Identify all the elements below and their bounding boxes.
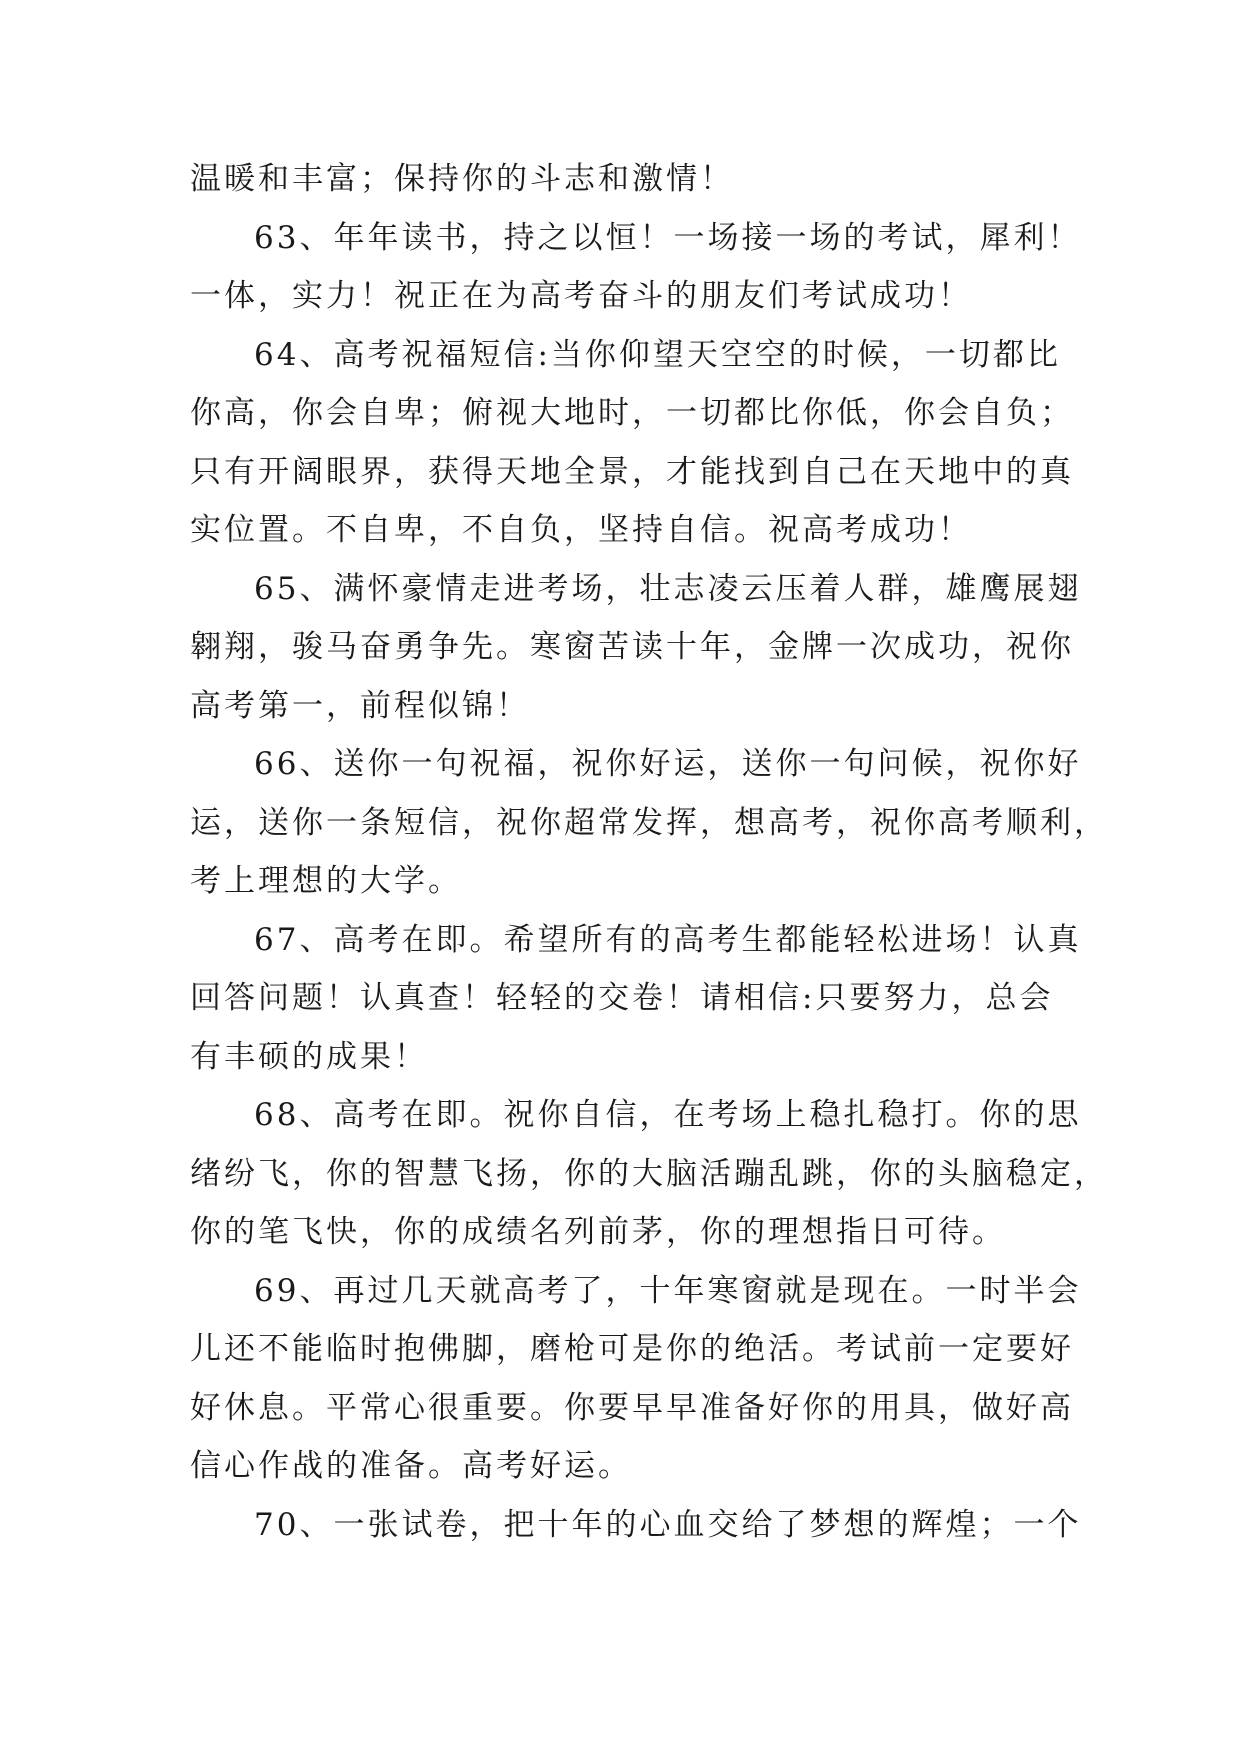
text-line: 63、年年读书，持之以恒！一场接一场的考试，犀利！ (254, 219, 1082, 256)
text-line: 温暖和丰富；保持你的斗志和激情！ (190, 161, 734, 197)
text-line: 回答问题！认真查！轻轻的交卷！请相信:只要努力，总会 (190, 980, 1054, 1016)
text-line: 一体，实力！祝正在为高考奋斗的朋友们考试成功！ (190, 278, 972, 314)
paragraph-66 (190, 735, 1108, 911)
paragraph-63 (190, 209, 1082, 326)
text-line: 70、一张试卷，把十年的心血交给了梦想的辉煌；一个 (254, 1506, 1082, 1543)
text-line: 高考第一，前程似锦！ (190, 687, 530, 724)
text-line: 64、高考祝福短信:当你仰望天空空的时候，一切都比 (254, 336, 1061, 373)
text-line: 绪纷飞，你的智慧飞扬，你的大脑活蹦乱跳，你的头脑稳定， (190, 1155, 1108, 1192)
text-line: 有丰硕的成果！ (190, 1038, 428, 1075)
text-line: 66、送你一句祝福，祝你好运，送你一句问候，祝你好 (254, 746, 1082, 782)
text-line: 你高，你会自卑；俯视大地时，一切都比你低，你会自负； (190, 395, 1074, 431)
paragraph-67 (190, 911, 1082, 1087)
text-line: 考上理想的大学。 (190, 863, 462, 899)
text-line: 67、高考在即。希望所有的高考生都能轻松进场！认真 (254, 921, 1082, 958)
text-line: 儿还不能临时抱佛脚，磨枪可是你的绝活。考试前一定要好 (190, 1331, 1074, 1367)
text-line: 65、满怀豪情走进考场，壮志凌云压着人群，雄鹰展翅 (254, 570, 1082, 607)
paragraph-continued (190, 150, 1060, 209)
text-line: 翱翔，骏马奋勇争先。寒窗苦读十年，金牌一次成功，祝你 (190, 629, 1074, 665)
text-line: 68、高考在即。祝你自信，在考场上稳扎稳打。你的思 (254, 1097, 1082, 1133)
text-line: 好休息。平常心很重要。你要早早准备好你的用具，做好高 (190, 1389, 1074, 1426)
text-line: 只有开阔眼界，获得天地全景，才能找到自己在天地中的真 (190, 453, 1074, 490)
paragraph-65 (190, 560, 1082, 736)
paragraph-68 (190, 1086, 1108, 1262)
paragraph-69 (190, 1262, 1082, 1496)
paragraph-64 (190, 326, 1074, 560)
paragraph-70 (190, 1496, 1082, 1555)
text-line: 69、再过几天就高考了，十年寒窗就是现在。一时半会 (254, 1272, 1082, 1309)
document-body (190, 150, 1108, 1554)
text-line: 实位置。不自卑，不自负，坚持自信。祝高考成功！ (190, 512, 972, 548)
text-line: 你的笔飞快，你的成绩名列前茅，你的理想指日可待。 (190, 1214, 1006, 1250)
text-line: 运，送你一条短信，祝你超常发挥，想高考，祝你高考顺利， (190, 804, 1108, 841)
text-line: 信心作战的准备。高考好运。 (190, 1448, 632, 1484)
